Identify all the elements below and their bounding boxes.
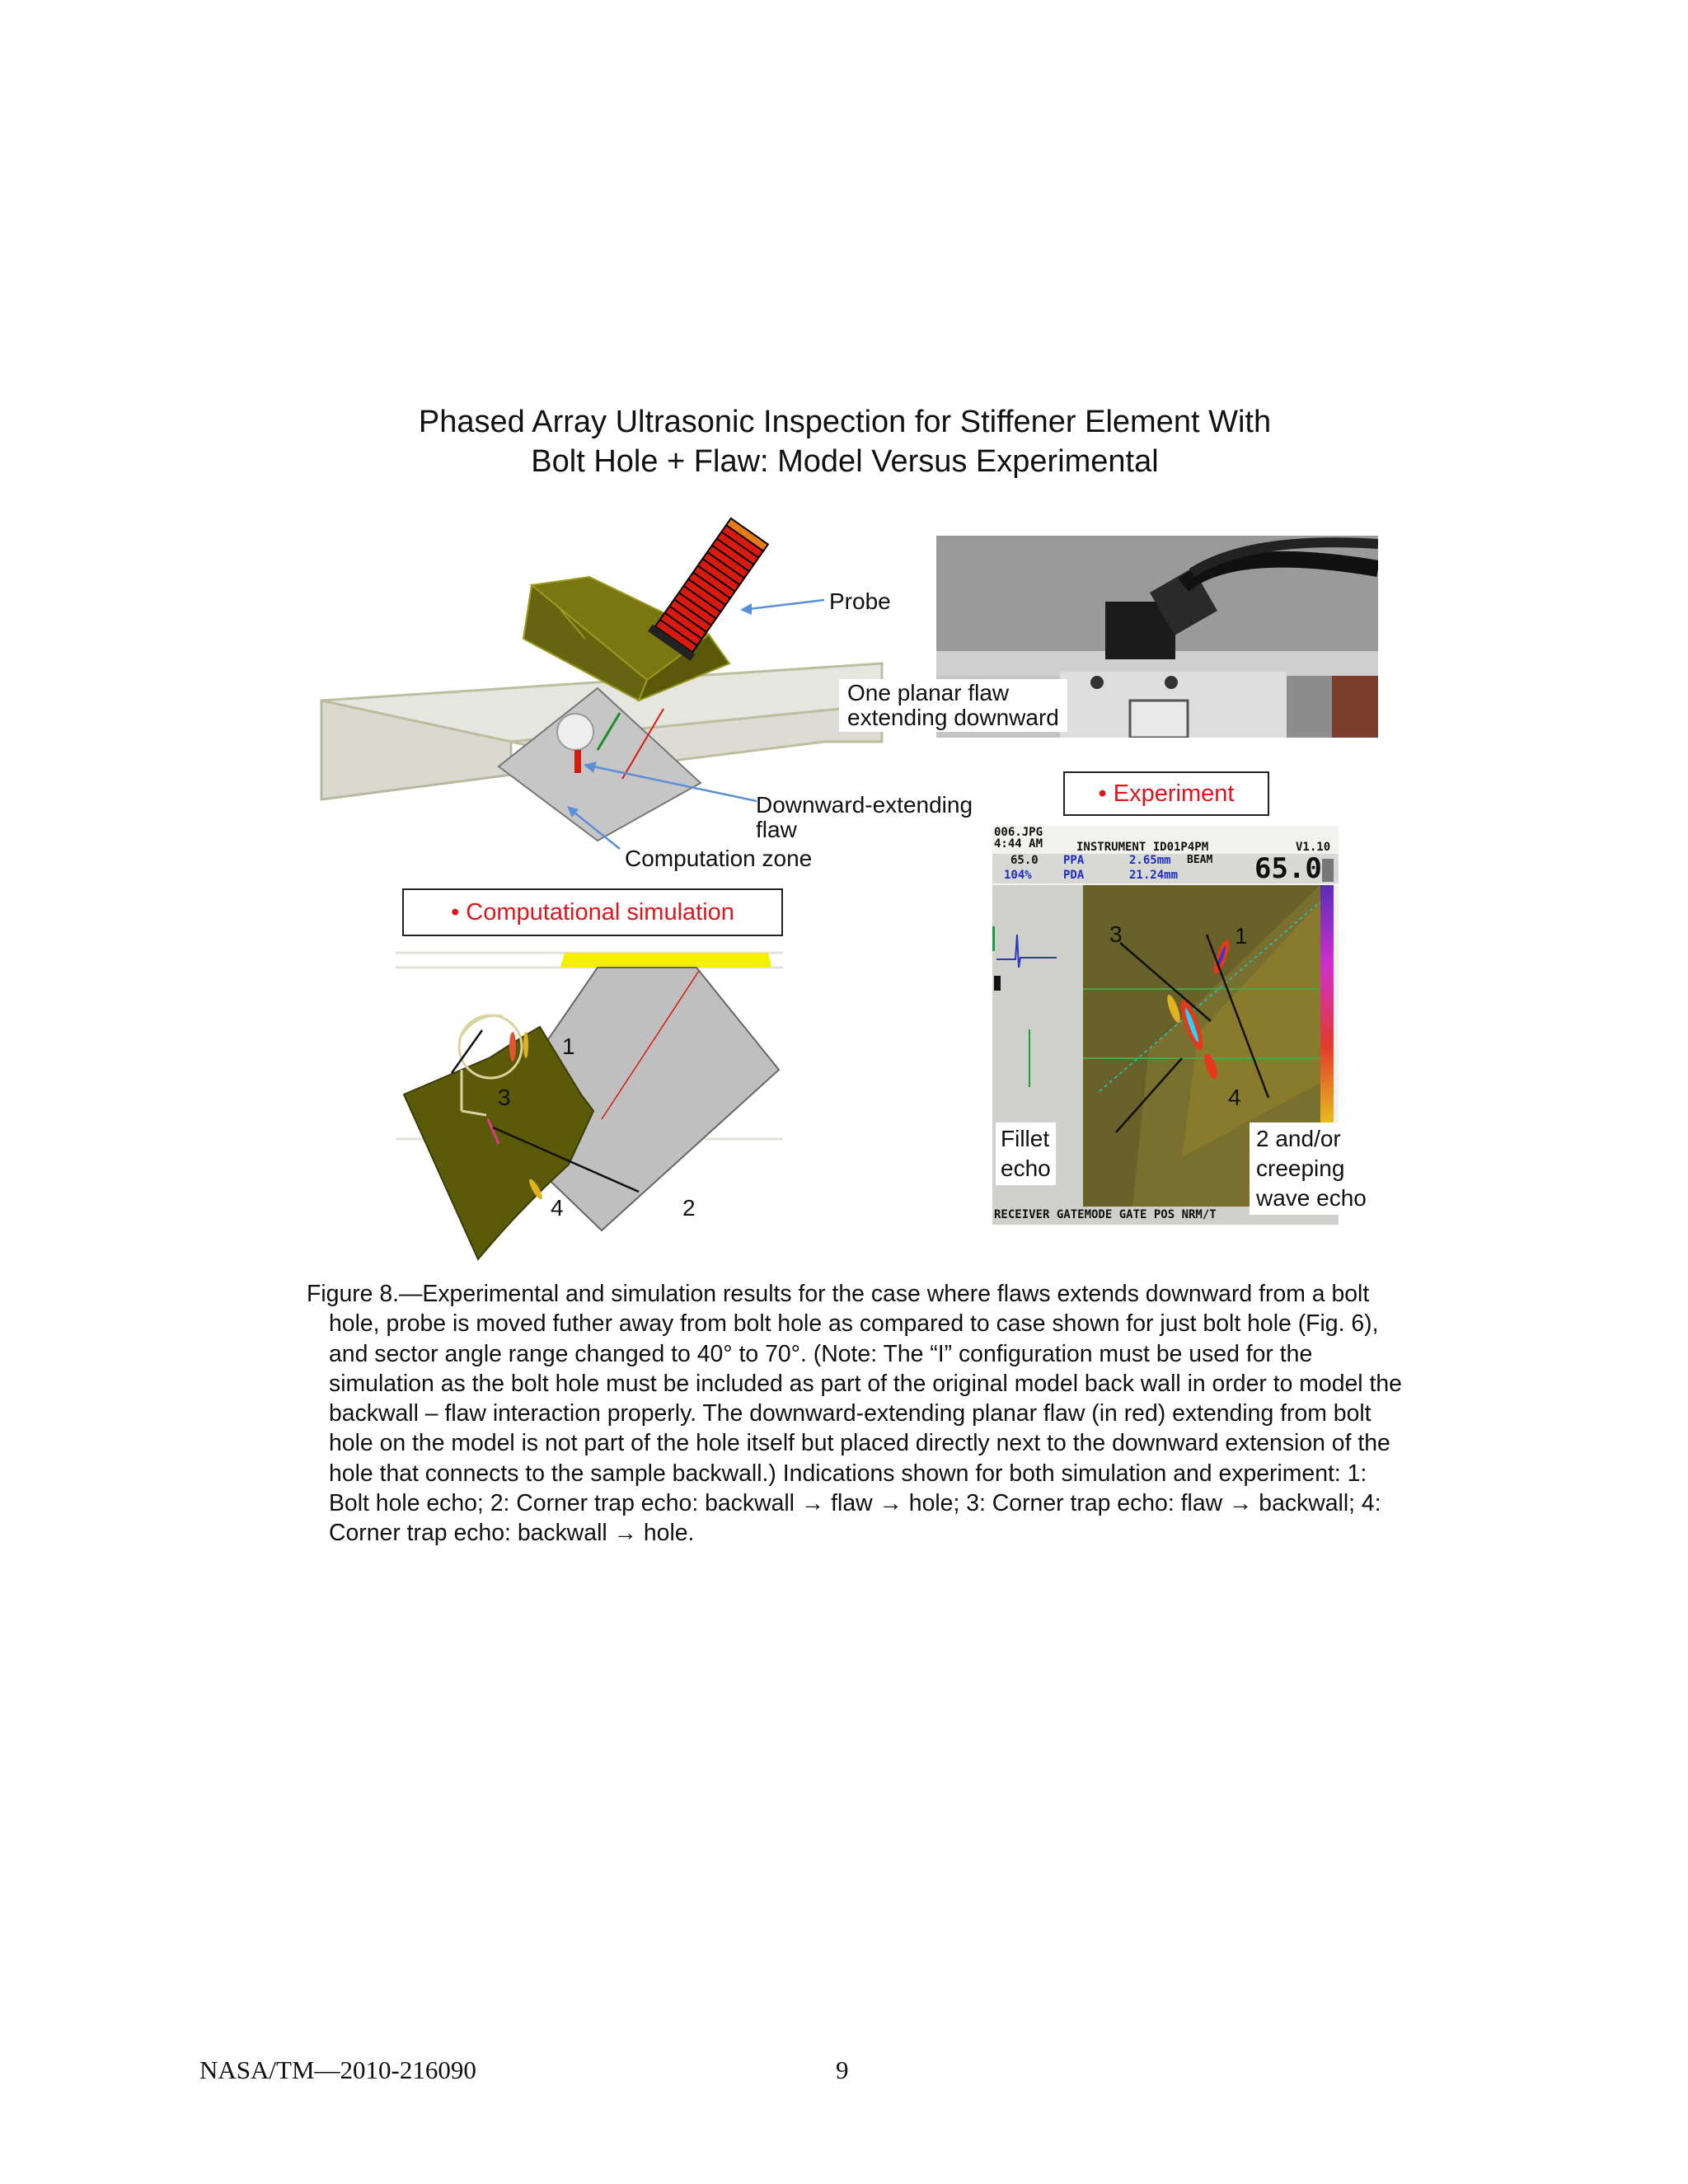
- bolt-1: [1090, 676, 1104, 689]
- simulation-mark-1: 1: [562, 1033, 575, 1059]
- photo-label-line-2: extending downward: [847, 705, 1059, 730]
- fillet-echo-line-2: echo: [1001, 1155, 1051, 1181]
- screen-big-value: 65.0: [1254, 852, 1322, 885]
- screen-bottom-bar: RECEIVER GATEMODE GATE POS NRM/T: [994, 1208, 1217, 1221]
- screen-beam: BEAM: [1187, 854, 1213, 866]
- bolt-2: [1165, 676, 1178, 689]
- screen-pda-label: PDA: [1063, 869, 1085, 882]
- simulation-mark-4: 4: [551, 1195, 564, 1221]
- simulation-label-box: • Computational simulation: [402, 888, 783, 936]
- screen-version: V1.10: [1296, 841, 1331, 854]
- fillet-echo-line-1: Fillet: [1001, 1126, 1050, 1151]
- bolt-hole: [557, 714, 593, 750]
- probe-label: Probe: [829, 588, 891, 614]
- figure-title: [297, 402, 1393, 481]
- screen-ppa-value: 2.65mm: [1129, 854, 1171, 867]
- screen-gain: 104%: [1004, 869, 1032, 882]
- creeping-wave-line-2: creeping: [1256, 1155, 1345, 1181]
- figure-caption-text: Figure 8.—Experimental and simulation results for the case where flaws extends downward from a bolt hole, probe is moved futher away from bolt hole as compared to case shown for just bolt hole (Fig. 6), and sector angle range changed to 40° to 70°. (Note: The “I” configuration must be used for the simulation as the bolt hole must be included as part of the original model back wall in order to model the backwall – flaw interaction properly. The downward-extending planar flaw (in red) extending from bolt hole on the model is not part of the hole itself but placed directly next to the downward extension of the hole that connects to the sample backwall.) Indications shown for both simulation and experiment: 1: Bolt hole echo; 2: Corner trap echo: backwall → flaw → hole; 3: Corner trap echo: flaw → backwall; 4: Corner trap echo: backwall → hole.: [307, 1281, 1402, 1547]
- flaw-label: [756, 793, 973, 842]
- screen-header: INSTRUMENT ID01P4PM: [1076, 841, 1209, 854]
- experiment-mark-4: 4: [1228, 1085, 1241, 1110]
- figure-title-line-1: Phased Array Ultrasonic Inspection for Stiffener Element With: [418, 405, 1272, 439]
- flaw-label-line-1: Downward-extending: [756, 792, 973, 818]
- screen-time: 4:44 AM: [994, 837, 1043, 851]
- screen-file: 006.JPG: [994, 826, 1043, 839]
- screen-pda-value: 21.24mm: [1129, 869, 1179, 882]
- figure-caption: [307, 1279, 1403, 1549]
- creeping-wave-label: [1250, 1122, 1373, 1215]
- probe-arrow: [742, 600, 824, 610]
- simulation-mark-2: 2: [682, 1195, 696, 1221]
- simulation-mark-3: 3: [498, 1085, 511, 1110]
- flaw-label-line-2: flaw: [756, 817, 797, 842]
- experiment-mark-1: 1: [1235, 923, 1248, 949]
- screen-ppa-label: PPA: [1063, 854, 1085, 867]
- photo-label-line-1: One planar flaw: [847, 680, 1010, 705]
- photo-label: [839, 679, 1067, 732]
- computation-zone-label: Computation zone: [625, 846, 813, 871]
- page-number: 9: [836, 2055, 849, 2084]
- report-number: NASA/TM—2010-216090: [199, 2055, 476, 2084]
- experiment-label-box: • Experiment: [1063, 771, 1269, 816]
- screen-left-value: 65.0: [1010, 854, 1039, 867]
- experiment-mark-3: 3: [1109, 921, 1123, 947]
- creeping-wave-line-3: wave echo: [1256, 1185, 1367, 1211]
- fillet-echo-label: [996, 1122, 1056, 1185]
- downward-flaw-mark: [574, 750, 581, 773]
- simulation-probe: [560, 953, 771, 968]
- creeping-wave-line-1: 2 and/or: [1256, 1126, 1341, 1151]
- simulation-image: [396, 946, 791, 1266]
- figure-title-line-2: Bolt Hole + Flaw: Model Versus Experimental: [531, 444, 1159, 479]
